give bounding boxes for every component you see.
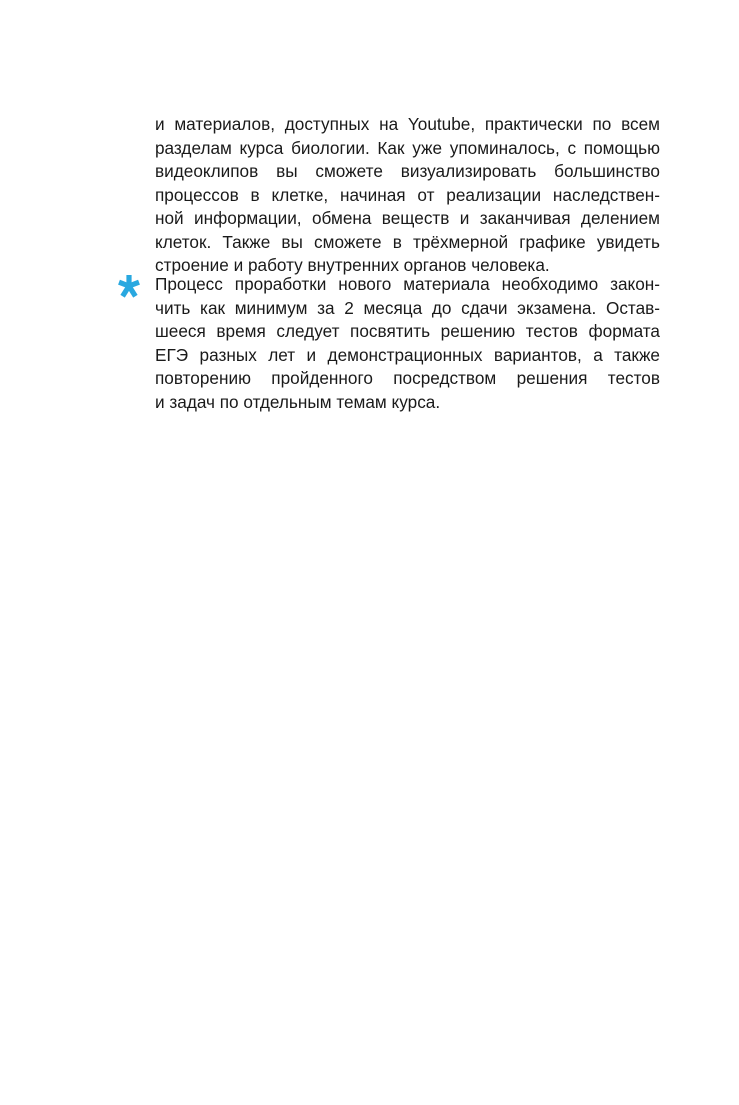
text-line: ной информации, обмена веществ и заканчивая делением <box>155 208 660 228</box>
text-line: видеоклипов вы сможете визуализировать большинство <box>155 161 660 181</box>
text-line: клеток. Также вы сможете в трёхмерной графике увидеть <box>155 231 660 252</box>
text-line: повторению пройденного посредством решения тестов <box>155 368 660 388</box>
text-line: шееся время следует посвятить решению тестов формата <box>155 321 660 341</box>
asterisk-icon <box>116 273 142 299</box>
text-line: разделам курса биологии. Как уже упоминалось, с помощью <box>155 137 660 158</box>
text-line: процессов в клетке, начиная от реализации наследствен- <box>155 184 660 205</box>
text-line: чить как минимум за 2 месяца до сдачи экзамена. Остав- <box>155 297 660 318</box>
text-line: и материалов, доступных на Youtube, практически по всем <box>155 114 660 134</box>
text-line: ЕГЭ разных лет и демонстрационных вариантов, а также <box>155 344 660 365</box>
text-line: Процесс проработки нового материала необходимо закон- <box>155 274 660 294</box>
text-line: и задач по отдельным темам курса. <box>155 391 441 412</box>
text-line: строение и работу внутренних органов человека. <box>155 255 550 275</box>
